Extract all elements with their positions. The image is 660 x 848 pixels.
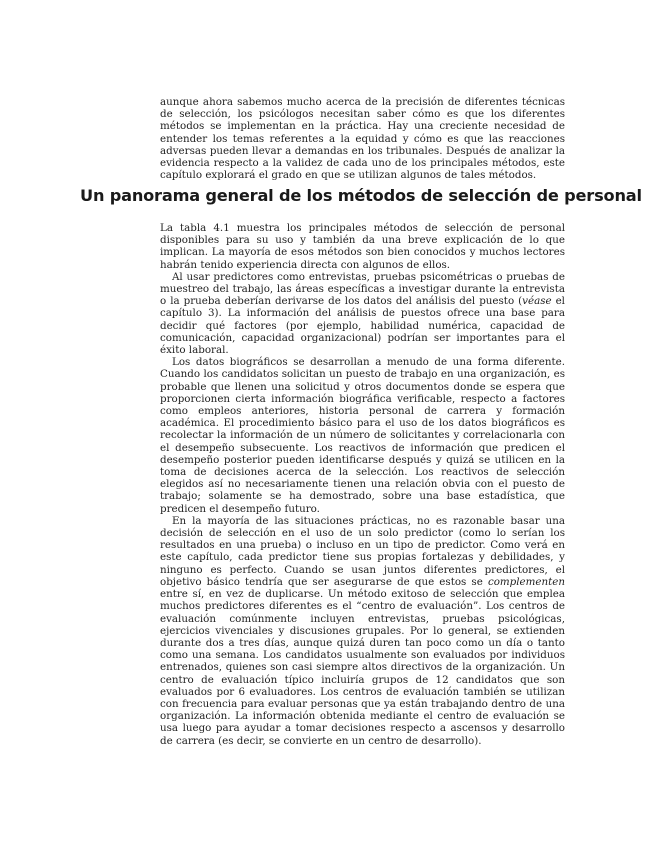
section-heading: Un panorama general de los métodos de selección de personal bbox=[80, 186, 642, 205]
paragraph-2 bbox=[160, 271, 565, 356]
section-body bbox=[160, 222, 565, 747]
intro-paragraph bbox=[160, 96, 565, 181]
paragraph-4 bbox=[160, 515, 565, 747]
paragraph-4-emphasis: complementen bbox=[487, 575, 565, 588]
paragraph-3: Los datos biográficos se desarrollan a menudo de una forma diferente. Cuando los candidatos solicitan un puesto de trabajo en una organización, es probable que llenen una solicitud y otros documentos donde se espera que proporcionen cierta información biográfica verificable, respecto a factores como empleos anteriores, historia personal de carrera y formación académica. El procedimiento básico para el uso de los datos biográficos es recolectar la información de un número de solicitantes y correlacionarla con el desempeño subsecuente. Los reactivos de información que predicen el desempeño posterior pueden identificarse después y quizá se utilicen en la toma de decisiones acerca de la selección. Los reactivos de selección elegidos así no necesariamente tienen una relación obvia con el puesto de trabajo; solamente se ha demostrado, sobre una base estadística, que predicen el desempeño futuro. bbox=[160, 356, 565, 515]
paragraph-2-text-a: Al usar predictores como entrevistas, pruebas psicométricas o pruebas de muestreo del trabajo, las áreas específicas a investigar durante la entrevista o la prueba deberían derivarse de los datos del análisis del puesto ( bbox=[160, 270, 565, 308]
intro-text: aunque ahora sabemos mucho acerca de la precisión de diferentes técnicas de selección, los psicólogos necesitan saber cómo es que los diferentes métodos se implementan en la práctica. Hay una creciente necesidad de entender los temas referentes a la equidad y cómo es que las reacciones adversas pueden llevar a demandas en los tribunales. Después de analizar la evidencia respecto a la validez de cada uno de los principales métodos, este capítulo explorará el grado en que se utilizan algunos de tales métodos. bbox=[160, 96, 565, 182]
paragraph-4-text-b: entre sí, en vez de duplicarse. Un método exitoso de selección que emplea muchos predictores diferentes es el “centro de evaluación”. Los centros de evaluación comúnmente incluyen entrevistas, pruebas psicológicas, ejercicios vivenciales y discusiones grupales. Por lo general, se extienden durante dos a tres días, aunque quizá duren tan poco como un día o tanto como una semana. Los candidatos usualmente son evaluados por individuos entrenados, quienes son casi siempre altos directivos de la organización. Un centro de evaluación típico incluiría grupos de 12 candidatos que son evaluados por 6 evaluadores. Los centros de evaluación también se utilizan con frecuencia para evaluar personas que ya están trabajando dentro de una organización. La información obtenida mediante el centro de evaluación se usa luego para ayudar a tomar decisiones respecto a ascensos y desarrollo de carrera (es decir, se convierte en un centro de desarrollo). bbox=[160, 588, 565, 747]
paragraph-2-emphasis: véase bbox=[522, 295, 552, 308]
paragraph-4-text-a: En la mayoría de las situaciones prácticas, no es razonable basar una decisión de selección en el uso de un solo predictor (como lo serían los resultados en una prueba) o incluso en un tipo de predictor. Como verá en este capítulo, cada predictor tiene sus propias fortalezas y debilidades, y ninguno es perfecto. Cuando se usan juntos diferentes predictores, el objetivo básico tendría que ser asegurarse de que estos se bbox=[160, 514, 565, 588]
paragraph-1: La tabla 4.1 muestra los principales métodos de selección de personal disponibles para su uso y también da una breve explicación de lo que implican. La mayoría de esos métodos son bien conocidos y muchos lectores habrán tenido experiencia directa con algunos de ellos. bbox=[160, 222, 565, 271]
paragraph-2-text-b: el capítulo 3). La información del análisis de puestos ofrece una base para decidir qué factores (por ejemplo, habilidad numérica, capacidad de comunicación, capacidad organizacional) podrían ser importantes para el éxito laboral. bbox=[160, 295, 565, 357]
